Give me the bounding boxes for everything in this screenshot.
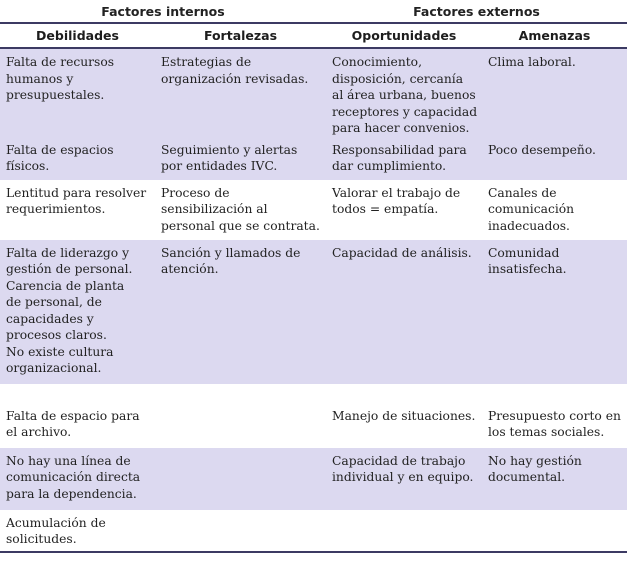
cell-debilidades: Acumulación de solicitudes. — [0, 510, 155, 552]
cell-amenazas: Canales de comunicación inadecuados. — [488, 185, 575, 233]
table-row — [0, 240, 627, 384]
cell-oportunidades: Valorar el trabajo de todos = empatía. — [332, 185, 461, 216]
cell-debilidades: Falta de espacio para el archivo. — [6, 408, 140, 439]
cell-fortalezas — [155, 448, 326, 510]
cell-fortalezas: Sanción y llamados de atención. — [155, 240, 326, 384]
swot-table — [0, 22, 627, 553]
cell-debilidades: Falta de espacios físicos. — [0, 137, 155, 180]
cell-oportunidades: Responsabilidad para dar cumplimiento. — [326, 137, 482, 180]
column-header-debilidades: Debilidades — [0, 23, 155, 48]
table-row — [0, 384, 627, 448]
column-header-oportunidades: Oportunidades — [326, 23, 482, 48]
cell-amenazas: No hay gestión documental. — [482, 448, 627, 510]
cell-oportunidades: Conocimiento, disposición, cercanía al área urbana, buenos receptores y capacidad para hacer convenios. — [326, 48, 482, 137]
cell-oportunidades — [326, 510, 482, 552]
cell-amenazas: Comunidad insatisfecha. — [482, 240, 627, 384]
cell-debilidades: Falta de recursos humanos y presupuestales. — [0, 48, 155, 137]
cell-amenazas: Presupuesto corto en los temas sociales. — [488, 408, 621, 439]
cell-fortalezas — [155, 510, 326, 552]
cell-fortalezas: Proceso de sensibilización al personal que se contrata. — [161, 185, 320, 233]
group-header-row — [0, 0, 627, 22]
table-row — [0, 48, 627, 137]
column-header-fortalezas: Fortalezas — [155, 23, 326, 48]
cell-fortalezas: Estrategias de organización revisadas. — [155, 48, 326, 137]
cell-fortalezas — [155, 384, 326, 448]
cell-oportunidades: Capacidad de trabajo individual y en equipo. — [326, 448, 482, 510]
column-header-row — [0, 23, 627, 48]
table-row — [0, 448, 627, 510]
cell-fortalezas: Seguimiento y alertas por entidades IVC. — [155, 137, 326, 180]
column-header-amenazas: Amenazas — [482, 23, 627, 48]
table-row — [0, 180, 627, 240]
table-row — [0, 137, 627, 180]
cell-amenazas — [482, 510, 627, 552]
group-external-factors: Factores externos — [413, 4, 540, 19]
table-row — [0, 510, 627, 552]
cell-amenazas: Poco desempeño. — [482, 137, 627, 180]
cell-debilidades: No hay una línea de comunicación directa para la dependencia. — [0, 448, 155, 510]
cell-amenazas: Clima laboral. — [482, 48, 627, 137]
cell-oportunidades: Capacidad de análisis. — [326, 240, 482, 384]
cell-debilidades: Lentitud para resolver requerimientos. — [6, 185, 147, 216]
group-internal-factors: Factores internos — [101, 4, 225, 19]
cell-oportunidades: Manejo de situaciones. — [332, 408, 476, 423]
cell-debilidades: Falta de liderazgo y gestión de personal. Carencia de planta de personal, de capacidades y procesos claros. No existe cultura organizacional. — [0, 240, 155, 384]
